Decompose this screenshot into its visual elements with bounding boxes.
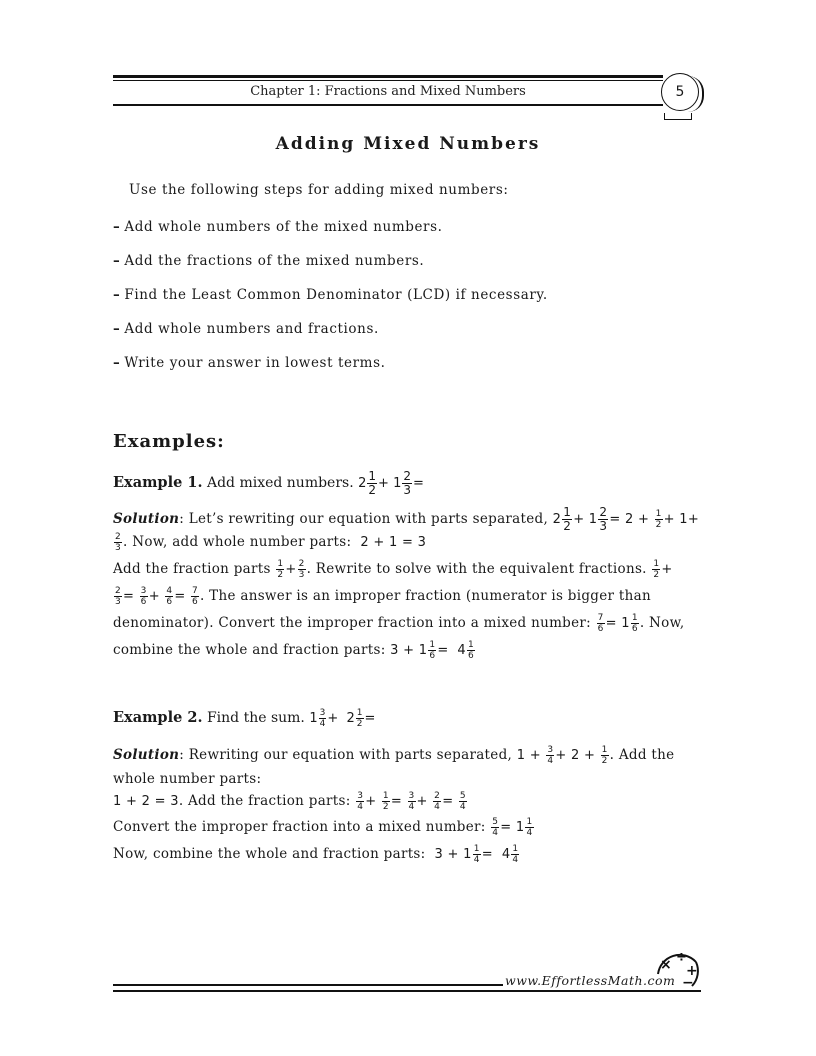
step-text: Write your answer in lowest terms. bbox=[124, 355, 386, 371]
step-item bbox=[113, 321, 379, 337]
svg-text:×: × bbox=[660, 957, 672, 973]
svg-text:+: + bbox=[686, 963, 698, 979]
example1-prompt: Add mixed numbers. bbox=[206, 475, 354, 491]
math-operators-logo-icon bbox=[652, 944, 702, 988]
solution-text: Now, combine the whole and fraction parts: bbox=[113, 846, 426, 862]
step-item bbox=[113, 355, 386, 371]
header-rule-top-thin bbox=[113, 80, 663, 81]
bullet: – bbox=[113, 321, 121, 337]
example1-label: Example 1. bbox=[113, 474, 203, 491]
footer-rule-long bbox=[113, 990, 701, 992]
intro-text: Use the following steps for adding mixed numbers: bbox=[129, 182, 509, 198]
example1-heading bbox=[113, 470, 424, 497]
solution-text: . The answer is an improper fraction (numerator is bigger than bbox=[200, 588, 651, 604]
header-rule-bottom bbox=[113, 104, 663, 106]
svg-text:÷: ÷ bbox=[676, 950, 687, 965]
solution-text: Convert the improper fraction into a mixed number: bbox=[113, 819, 486, 835]
solution-text: . Add the fraction parts: bbox=[178, 793, 351, 809]
step-text: Add whole numbers and fractions. bbox=[124, 321, 379, 337]
solution-text: whole number parts: bbox=[113, 771, 262, 787]
example2-label: Example 2. bbox=[113, 709, 203, 726]
solution-text: denominator). Convert the improper fraction into a mixed number: bbox=[113, 615, 592, 631]
bullet: – bbox=[113, 355, 121, 371]
chapter-title: Chapter 1: Fractions and Mixed Numbers bbox=[250, 84, 526, 99]
svg-text:−: − bbox=[682, 975, 694, 988]
step-text: Find the Least Common Denominator (LCD) if necessary. bbox=[124, 287, 548, 303]
solution-label: Solution bbox=[113, 747, 180, 763]
example2-solution: Solution: Rewriting our equation with parts separated, 1 + $\frac{3}{4}$ + 2 + $\frac{1}{2}$ . Add the whole number parts: 1 + 2 = 3. Add the fraction parts: $\frac{3}{4}$ + $\frac{1}{2}$ = $\frac{3}{4}$ + $\frac{2}{4}$ = $\frac{5}{4}$ Convert the improper fraction into a mixed number: $\frac{5}{4}$ = 1 $\frac{1}{4}$ Now, combine the whole and fraction parts: 3 + 1 $\frac{1}{4}$ = 4 $\frac{1}{4}$ bbox=[113, 742, 703, 868]
page-title: Adding Mixed Numbers bbox=[275, 134, 541, 154]
examples-heading: Examples: bbox=[113, 431, 225, 452]
solution-text: . Now, bbox=[639, 615, 685, 631]
footer-url: www.EffortlessMath.com bbox=[505, 973, 676, 988]
step-item bbox=[113, 253, 424, 269]
step-item bbox=[113, 219, 443, 235]
solution-text: : Rewriting our equation with parts separated, bbox=[179, 747, 513, 763]
solution-text: : Let’s rewriting our equation with parts separated, bbox=[179, 511, 549, 527]
bullet: – bbox=[113, 287, 121, 303]
bullet: – bbox=[113, 219, 121, 235]
bullet: – bbox=[113, 253, 121, 269]
step-text: Add whole numbers of the mixed numbers. bbox=[124, 219, 443, 235]
solution-text: Add the fraction parts bbox=[113, 561, 271, 577]
example1-solution: Solution: Let’s rewriting our equation with parts separated, 2 $\frac{1}{2}$ + 1 $\frac{2}{3}$ = 2 + $\frac{1}{2}$ + 1+ $\frac{2}{3}$ . Now, add whole number parts: 2 + 1 = 3 Add the fraction parts $\frac{1}{2}$ + $\frac{2}{3}$ . Rewrite to solve with the equivalent fractions. $\frac{1}{2}$ + $\frac{2}{3}$ = $\frac{3}{6}$ + $\frac{4}{6}$ = $\frac{7}{6}$ . The answer is an improper fraction (numerator is bigger than denominator). Convert the improper fraction into a mixed number: $\frac{7}{6}$ = 1 $\frac{1}{6}$ . Now, combine the whole and fraction parts: 3 + 1 $\frac{1}{6}$ = 4 $\frac{1}{6}$ bbox=[113, 505, 700, 661]
solution-text: . Rewrite to solve with the equivalent fractions. bbox=[306, 561, 647, 577]
step-item bbox=[113, 287, 548, 303]
example1-expression: 2 $\frac{1}{2}$ + 1 $\frac{2}{3}$ = bbox=[358, 469, 424, 497]
solution-text: . Add the bbox=[609, 747, 675, 763]
example2-prompt: Find the sum. bbox=[206, 710, 305, 726]
step-text: Add the fractions of the mixed numbers. bbox=[124, 253, 425, 269]
header-rule-top bbox=[113, 75, 663, 78]
page-number: 5 bbox=[661, 73, 699, 111]
solution-text: . Now, add whole number parts: bbox=[123, 534, 352, 550]
example2-heading bbox=[113, 708, 375, 729]
solution-text: combine the whole and fraction parts: bbox=[113, 642, 386, 658]
solution-label: Solution bbox=[113, 511, 180, 527]
footer-rule bbox=[113, 984, 503, 986]
example2-expression: 1 $\frac{3}{4}$ + 2 $\frac{1}{2}$ = bbox=[309, 708, 376, 729]
page-badge-stand bbox=[664, 113, 692, 120]
